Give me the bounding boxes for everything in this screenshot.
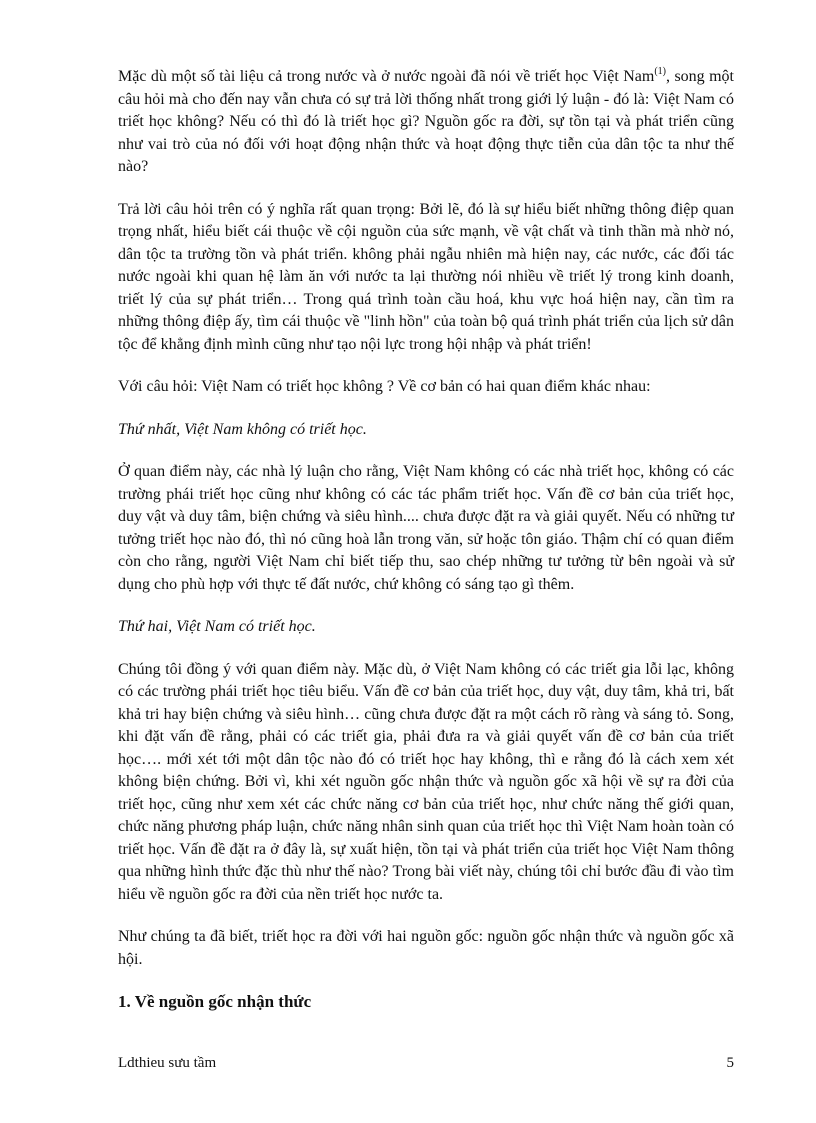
paragraph-origins: Như chúng ta đã biết, triết học ra đời với hai nguồn gốc: nguồn gốc nhận thức và nguồn gốc xã hội. (118, 928, 734, 968)
footnote-reference: (1) (654, 66, 666, 77)
page-body (118, 66, 734, 1014)
paragraph-second-view: Chúng tôi đồng ý với quan điểm này. Mặc dù, ở Việt Nam không có các triết gia lỗi lạc, không có các trường phái triết học tiêu biểu. Vấn đề cơ bản của triết học, duy vật, duy tâm, khả tri, bất khả tri hay biện chứng và siêu hình… cũng chưa được đặt ra một cách rõ ràng và sáng tỏ. Song, khi đặt vấn đề rằng, phải có các triết gia, phải đưa ra và giải quyết vấn đề cơ bản của triết học…. mới xét tới một dân tộc nào đó có triết học hay không, thì e rằng đó là cách xem xét không biện chứng. Bởi vì, khi xét nguồn gốc nhận thức và nguồn gốc xã hội về sự ra đời của triết học, cũng như xem xét các chức năng cơ bản của triết học, như chức năng thế giới quan, chức năng phương pháp luận, chức năng nhân sinh quan của triết học thì Việt Nam hoàn toàn có triết học. Vấn đề đặt ra ở đây là, sự xuất hiện, tồn tại và phát triển của triết học Việt Nam thông qua những hình thức đặc thù như thế nào? Trong bài viết này, chúng tôi chỉ bước đầu đi vào tìm hiểu về nguồn gốc ra đời của nền triết học nước ta. (118, 660, 734, 903)
paragraph-intro (118, 66, 734, 179)
paragraph-question: Với câu hỏi: Việt Nam có triết học không ? Về cơ bản có hai quan điểm khác nhau: (118, 378, 651, 395)
paragraph-intro-text: Mặc dù một số tài liệu cả trong nước và ở nước ngoài đã nói về triết học Việt Nam (118, 68, 655, 85)
subheading-second-view: Thứ hai, Việt Nam có triết học. (118, 618, 316, 635)
paragraph-first-view: Ở quan điểm này, các nhà lý luận cho rằng, Việt Nam không có các nhà triết học, không có các trường phái triết học cũng như không có các tác phẩm triết học. Vấn đề cơ bản của triết học, duy vật và duy tâm, biện chứng và siêu hình.... chưa được đặt ra và giải quyết. Nếu có những tư tưởng triết học nào đó, thì nó cũng hoà lẫn trong văn, sử hoặc tôn giáo. Thậm chí có quan điểm còn cho rằng, người Việt Nam chỉ biết tiếp thu, sao chép những tư tưởng từ bên ngoài và sử dụng cho phù hợp với thực tế đất nước, chứ không có sáng tạo gì thêm. (118, 463, 734, 593)
subheading-first-view: Thứ nhất, Việt Nam không có triết học. (118, 420, 367, 438)
page-number: 5 (726, 1055, 734, 1071)
paragraph-significance: Trả lời câu hỏi trên có ý nghĩa rất quan trọng: Bởi lẽ, đó là sự hiểu biết những thông điệp quan trọng nhất, hiểu biết cái thuộc về cội nguồn của sức mạnh, về vật chất và tinh thần mà nhờ nó, dân tộc ta trường tồn và phát triển. không phải ngẫu nhiên mà hiện nay, các nước, các đối tác nước ngoài khi quan hệ làm ăn với nước ta lại thường nói nhiều về triết lý trong kinh doanh, triết lý của sự phát triển… Trong quá trình toàn cầu hoá, khu vực hoá hiện nay, cần tìm ra những thông điệp ấy, tìm cái thuộc về "linh hồn" của toàn bộ quá trình phát triển của lịch sử dân tộc để khẳng định mình cũng như tạo nội lực trong hội nhập và phát triển! (118, 200, 734, 353)
section-heading: 1. Về nguồn gốc nhận thức (118, 992, 312, 1011)
paragraph-intro-text-continued: , song một câu hỏi mà cho đến nay vẫn chưa có sự trả lời thống nhất trong giới lý luận - đó là: Việt Nam có triết học không? Nếu có thì đó là triết học gì? Nguồn gốc ra đời, sự tồn tại và phát triển cũng như vai trò của nó đối với hoạt động nhận thức và hoạt động thực tiễn của dân tộc ta như thế nào? (118, 68, 734, 175)
page-footer (118, 1055, 734, 1072)
footer-credit: Ldthieu sưu tầm (118, 1055, 217, 1071)
